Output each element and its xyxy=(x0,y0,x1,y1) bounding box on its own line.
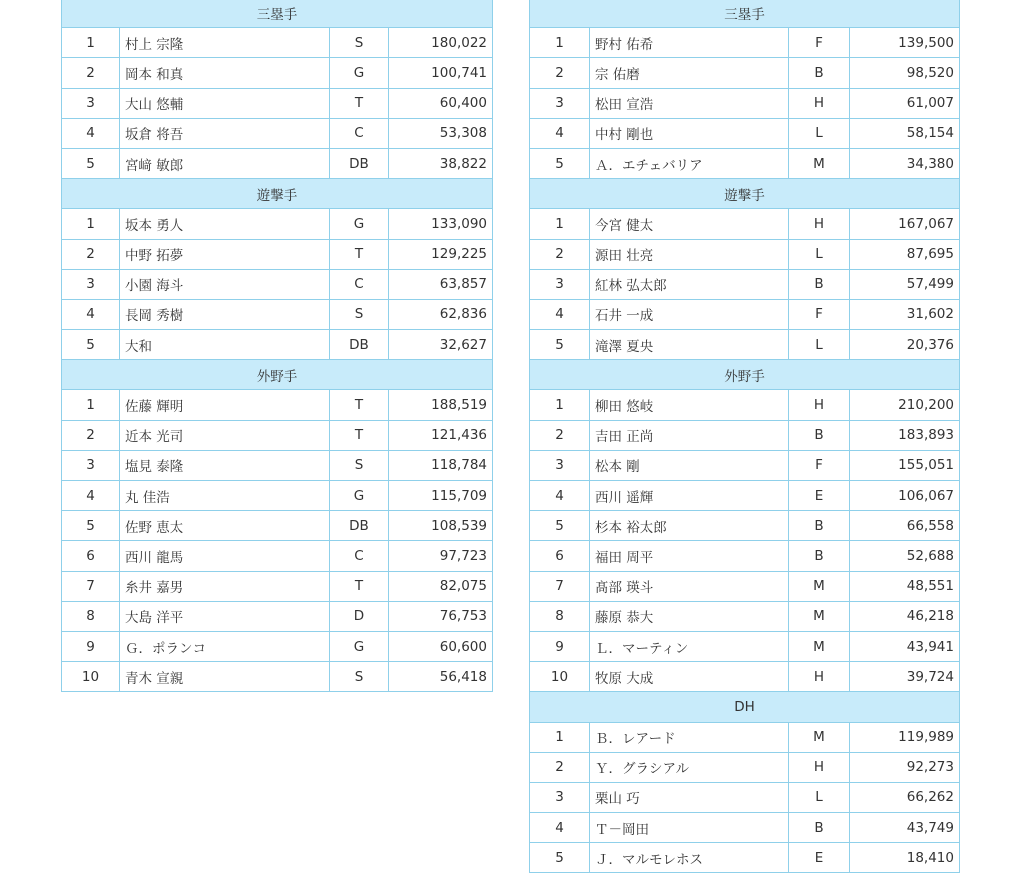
team-cell: B xyxy=(789,58,850,88)
player-row xyxy=(530,58,960,88)
team-cell: H xyxy=(789,390,850,420)
rank-cell: 2 xyxy=(530,58,590,88)
rank-cell: 5 xyxy=(530,330,590,360)
player-row xyxy=(62,118,493,148)
player-row xyxy=(530,481,960,511)
team-cell: M xyxy=(789,571,850,601)
rank-cell: 9 xyxy=(62,631,120,661)
rank-cell: 2 xyxy=(62,239,120,269)
team-cell: C xyxy=(330,118,389,148)
team-cell: C xyxy=(330,269,389,299)
player-row xyxy=(62,209,493,239)
rank-cell: 6 xyxy=(530,541,590,571)
player-name-cell: 髙部 瑛斗 xyxy=(590,571,789,601)
votes-cell: 60,400 xyxy=(389,88,493,118)
votes-cell: 183,893 xyxy=(850,420,960,450)
team-cell: S xyxy=(330,28,389,58)
votes-cell: 61,007 xyxy=(850,88,960,118)
votes-cell: 106,067 xyxy=(850,481,960,511)
votes-cell: 180,022 xyxy=(389,28,493,58)
player-name-cell: 近本 光司 xyxy=(120,420,330,450)
player-name-cell: 大和 xyxy=(120,330,330,360)
votes-cell: 31,602 xyxy=(850,299,960,329)
votes-cell: 34,380 xyxy=(850,148,960,178)
rank-cell: 2 xyxy=(530,239,590,269)
position-header-row xyxy=(530,692,960,722)
team-cell: T xyxy=(330,239,389,269)
player-row xyxy=(62,511,493,541)
team-cell: S xyxy=(330,299,389,329)
player-row xyxy=(530,28,960,58)
position-title: 三塁手 xyxy=(530,0,960,28)
player-row xyxy=(530,843,960,873)
player-name-cell: 大山 悠輔 xyxy=(120,88,330,118)
team-cell: DB xyxy=(330,330,389,360)
rank-cell: 1 xyxy=(62,28,120,58)
rank-cell: 4 xyxy=(530,299,590,329)
player-name-cell: 長岡 秀樹 xyxy=(120,299,330,329)
player-name-cell: 坂倉 将吾 xyxy=(120,118,330,148)
team-cell: L xyxy=(789,782,850,812)
team-cell: E xyxy=(789,843,850,873)
votes-cell: 52,688 xyxy=(850,541,960,571)
player-row xyxy=(530,662,960,692)
player-name-cell: 宮﨑 敏郎 xyxy=(120,148,330,178)
player-row xyxy=(530,209,960,239)
rank-cell: 4 xyxy=(62,299,120,329)
team-cell: F xyxy=(789,28,850,58)
player-name-cell: 宗 佑磨 xyxy=(590,58,789,88)
player-name-cell: 源田 壮亮 xyxy=(590,239,789,269)
votes-cell: 188,519 xyxy=(389,390,493,420)
team-cell: M xyxy=(789,601,850,631)
rank-cell: 1 xyxy=(530,390,590,420)
votes-cell: 32,627 xyxy=(389,330,493,360)
team-cell: G xyxy=(330,58,389,88)
rank-cell: 1 xyxy=(62,390,120,420)
votes-cell: 57,499 xyxy=(850,269,960,299)
rank-cell: 10 xyxy=(530,662,590,692)
player-name-cell: 佐藤 輝明 xyxy=(120,390,330,420)
rank-cell: 3 xyxy=(530,88,590,118)
team-cell: T xyxy=(330,88,389,118)
votes-cell: 20,376 xyxy=(850,330,960,360)
votes-cell: 98,520 xyxy=(850,58,960,88)
player-name-cell: Ｇ．ポランコ xyxy=(120,631,330,661)
votes-cell: 155,051 xyxy=(850,450,960,480)
rank-cell: 2 xyxy=(62,420,120,450)
rank-cell: 2 xyxy=(62,58,120,88)
rank-cell: 3 xyxy=(530,269,590,299)
player-row xyxy=(62,28,493,58)
player-name-cell: Ｔ－岡田 xyxy=(590,813,789,843)
player-name-cell: 滝澤 夏央 xyxy=(590,330,789,360)
team-cell: G xyxy=(330,209,389,239)
player-name-cell: Ａ．エチェバリア xyxy=(590,148,789,178)
team-cell: S xyxy=(330,450,389,480)
position-title: 遊撃手 xyxy=(62,179,493,209)
rank-cell: 3 xyxy=(62,450,120,480)
rank-cell: 1 xyxy=(62,209,120,239)
team-cell: T xyxy=(330,390,389,420)
position-title: 外野手 xyxy=(62,360,493,390)
votes-cell: 66,558 xyxy=(850,511,960,541)
player-row xyxy=(62,450,493,480)
team-cell: M xyxy=(789,148,850,178)
team-cell: H xyxy=(789,209,850,239)
player-name-cell: 佐野 恵太 xyxy=(120,511,330,541)
player-row xyxy=(530,601,960,631)
position-header-row xyxy=(530,360,960,390)
rank-cell: 6 xyxy=(62,541,120,571)
votes-cell: 87,695 xyxy=(850,239,960,269)
votes-cell: 76,753 xyxy=(389,601,493,631)
player-row xyxy=(530,782,960,812)
player-name-cell: 塩見 泰隆 xyxy=(120,450,330,480)
votes-cell: 56,418 xyxy=(389,662,493,692)
player-name-cell: 村上 宗隆 xyxy=(120,28,330,58)
player-row xyxy=(62,148,493,178)
player-row xyxy=(530,450,960,480)
player-row xyxy=(62,571,493,601)
player-row xyxy=(530,299,960,329)
team-cell: DB xyxy=(330,511,389,541)
team-cell: L xyxy=(789,118,850,148)
rank-cell: 4 xyxy=(62,118,120,148)
team-cell: B xyxy=(789,511,850,541)
team-cell: L xyxy=(789,330,850,360)
rank-cell: 3 xyxy=(62,88,120,118)
player-row xyxy=(530,118,960,148)
player-row xyxy=(530,722,960,752)
rank-cell: 5 xyxy=(62,511,120,541)
team-cell: B xyxy=(789,541,850,571)
votes-cell: 108,539 xyxy=(389,511,493,541)
player-name-cell: 大島 洋平 xyxy=(120,601,330,631)
votes-cell: 43,749 xyxy=(850,813,960,843)
player-name-cell: 中野 拓夢 xyxy=(120,239,330,269)
rank-cell: 1 xyxy=(530,28,590,58)
position-header-row xyxy=(62,0,493,28)
player-row xyxy=(530,752,960,782)
votes-cell: 118,784 xyxy=(389,450,493,480)
position-title: 遊撃手 xyxy=(530,179,960,209)
player-name-cell: 紅林 弘太郎 xyxy=(590,269,789,299)
rank-cell: 4 xyxy=(530,118,590,148)
rank-cell: 8 xyxy=(530,601,590,631)
player-name-cell: 青木 宣親 xyxy=(120,662,330,692)
player-row xyxy=(530,541,960,571)
player-name-cell: 岡本 和真 xyxy=(120,58,330,88)
votes-cell: 92,273 xyxy=(850,752,960,782)
votes-cell: 115,709 xyxy=(389,481,493,511)
rank-cell: 9 xyxy=(530,631,590,661)
team-cell: G xyxy=(330,481,389,511)
team-cell: S xyxy=(330,662,389,692)
player-row xyxy=(62,390,493,420)
rank-cell: 3 xyxy=(530,450,590,480)
player-name-cell: 石井 一成 xyxy=(590,299,789,329)
votes-cell: 39,724 xyxy=(850,662,960,692)
player-row xyxy=(62,420,493,450)
rank-cell: 7 xyxy=(62,571,120,601)
position-header-row xyxy=(62,360,493,390)
rank-cell: 1 xyxy=(530,209,590,239)
votes-cell: 48,551 xyxy=(850,571,960,601)
player-name-cell: 丸 佳浩 xyxy=(120,481,330,511)
player-name-cell: 牧原 大成 xyxy=(590,662,789,692)
team-cell: F xyxy=(789,450,850,480)
rank-cell: 4 xyxy=(530,481,590,511)
pacific-league-vote-table-body xyxy=(530,0,960,873)
position-title: DH xyxy=(530,692,960,722)
player-row xyxy=(62,58,493,88)
votes-cell: 53,308 xyxy=(389,118,493,148)
rank-cell: 4 xyxy=(62,481,120,511)
team-cell: T xyxy=(330,420,389,450)
team-cell: H xyxy=(789,662,850,692)
player-name-cell: Ｊ．マルモレホス xyxy=(590,843,789,873)
player-row xyxy=(530,631,960,661)
votes-cell: 100,741 xyxy=(389,58,493,88)
player-row xyxy=(62,239,493,269)
position-header-row xyxy=(62,179,493,209)
votes-cell: 82,075 xyxy=(389,571,493,601)
rank-cell: 7 xyxy=(530,571,590,601)
rank-cell: 5 xyxy=(62,330,120,360)
player-row xyxy=(62,541,493,571)
player-name-cell: 坂本 勇人 xyxy=(120,209,330,239)
votes-cell: 97,723 xyxy=(389,541,493,571)
player-name-cell: 松本 剛 xyxy=(590,450,789,480)
player-row xyxy=(530,148,960,178)
team-cell: H xyxy=(789,752,850,782)
rank-cell: 5 xyxy=(530,511,590,541)
rank-cell: 5 xyxy=(62,148,120,178)
player-name-cell: 栗山 巧 xyxy=(590,782,789,812)
team-cell: E xyxy=(789,481,850,511)
player-row xyxy=(62,330,493,360)
player-name-cell: 糸井 嘉男 xyxy=(120,571,330,601)
team-cell: C xyxy=(330,541,389,571)
player-name-cell: Ｌ．マーティン xyxy=(590,631,789,661)
central-league-vote-table-body xyxy=(62,0,493,692)
team-cell: F xyxy=(789,299,850,329)
votes-cell: 119,989 xyxy=(850,722,960,752)
team-cell: D xyxy=(330,601,389,631)
team-cell: G xyxy=(330,631,389,661)
rank-cell: 5 xyxy=(530,148,590,178)
player-row xyxy=(530,88,960,118)
player-name-cell: Ｂ．レアード xyxy=(590,722,789,752)
player-row xyxy=(62,662,493,692)
votes-cell: 58,154 xyxy=(850,118,960,148)
rank-cell: 10 xyxy=(62,662,120,692)
position-title: 三塁手 xyxy=(62,0,493,28)
player-row xyxy=(62,481,493,511)
player-name-cell: 福田 周平 xyxy=(590,541,789,571)
team-cell: T xyxy=(330,571,389,601)
rank-cell: 2 xyxy=(530,752,590,782)
team-cell: L xyxy=(789,239,850,269)
rank-cell: 1 xyxy=(530,722,590,752)
team-cell: B xyxy=(789,269,850,299)
rank-cell: 3 xyxy=(62,269,120,299)
votes-cell: 210,200 xyxy=(850,390,960,420)
votes-cell: 121,436 xyxy=(389,420,493,450)
votes-cell: 63,857 xyxy=(389,269,493,299)
pacific-league-vote-table xyxy=(529,0,960,873)
votes-cell: 66,262 xyxy=(850,782,960,812)
team-cell: M xyxy=(789,631,850,661)
position-header-row xyxy=(530,179,960,209)
player-row xyxy=(530,390,960,420)
votes-cell: 18,410 xyxy=(850,843,960,873)
player-name-cell: 西川 遥輝 xyxy=(590,481,789,511)
player-name-cell: Ｙ．グラシアル xyxy=(590,752,789,782)
player-name-cell: 吉田 正尚 xyxy=(590,420,789,450)
player-name-cell: 小園 海斗 xyxy=(120,269,330,299)
player-row xyxy=(62,631,493,661)
votes-cell: 129,225 xyxy=(389,239,493,269)
player-row xyxy=(530,813,960,843)
player-name-cell: 野村 佑希 xyxy=(590,28,789,58)
player-name-cell: 藤原 恭大 xyxy=(590,601,789,631)
votes-cell: 46,218 xyxy=(850,601,960,631)
team-cell: B xyxy=(789,420,850,450)
player-name-cell: 杉本 裕太郎 xyxy=(590,511,789,541)
votes-cell: 60,600 xyxy=(389,631,493,661)
votes-cell: 62,836 xyxy=(389,299,493,329)
player-name-cell: 松田 宣浩 xyxy=(590,88,789,118)
player-row xyxy=(530,571,960,601)
central-league-vote-table xyxy=(61,0,493,692)
rank-cell: 3 xyxy=(530,782,590,812)
position-title: 外野手 xyxy=(530,360,960,390)
votes-cell: 38,822 xyxy=(389,148,493,178)
player-row xyxy=(530,269,960,299)
player-name-cell: 柳田 悠岐 xyxy=(590,390,789,420)
rank-cell: 8 xyxy=(62,601,120,631)
votes-cell: 133,090 xyxy=(389,209,493,239)
player-row xyxy=(62,269,493,299)
team-cell: B xyxy=(789,813,850,843)
team-cell: DB xyxy=(330,148,389,178)
votes-cell: 139,500 xyxy=(850,28,960,58)
player-name-cell: 西川 龍馬 xyxy=(120,541,330,571)
player-row xyxy=(62,88,493,118)
player-name-cell: 中村 剛也 xyxy=(590,118,789,148)
player-row xyxy=(62,601,493,631)
player-row xyxy=(530,239,960,269)
position-header-row xyxy=(530,0,960,28)
player-row xyxy=(530,511,960,541)
rank-cell: 4 xyxy=(530,813,590,843)
player-name-cell: 今宮 健太 xyxy=(590,209,789,239)
player-row xyxy=(530,330,960,360)
votes-cell: 167,067 xyxy=(850,209,960,239)
team-cell: M xyxy=(789,722,850,752)
player-row xyxy=(62,299,493,329)
team-cell: H xyxy=(789,88,850,118)
rank-cell: 2 xyxy=(530,420,590,450)
player-row xyxy=(530,420,960,450)
rank-cell: 5 xyxy=(530,843,590,873)
votes-cell: 43,941 xyxy=(850,631,960,661)
